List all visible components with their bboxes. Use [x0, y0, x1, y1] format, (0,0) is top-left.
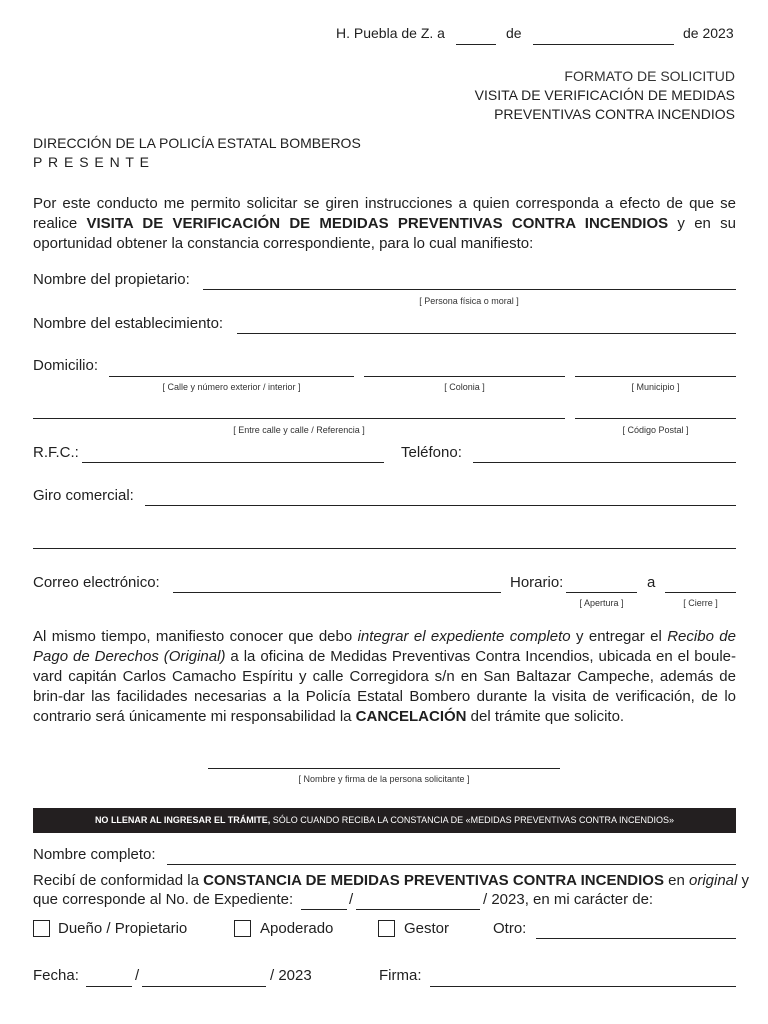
receipt-text-1: Recibí de conformidad la: [33, 872, 204, 889]
apoderado-checkbox[interactable]: [234, 920, 251, 937]
receipt-text-3: y: [737, 872, 750, 889]
calle-caption: [ Calle y número exterior / interior ]: [162, 382, 301, 392]
colonia-field[interactable]: [364, 376, 565, 377]
declaration-text-4: del trámite que solicito.: [466, 708, 625, 725]
expediente-field-1[interactable]: [301, 909, 347, 910]
fecha-month-field[interactable]: [142, 986, 266, 987]
giro-label: Giro comercial:: [33, 487, 134, 504]
intro-bold: VISITA DE VERIFICACIÓN DE MEDIDAS PREVENTIVAS CONTRA INCENDIOS: [86, 215, 669, 232]
fecha-label: Fecha:: [33, 967, 79, 984]
form-title-line3: PREVENTIVAS CONTRA INCENDIOS: [494, 106, 735, 122]
expediente-slash: /: [349, 891, 354, 908]
propietario-field[interactable]: [203, 289, 736, 290]
receipt-text-2: en: [663, 872, 689, 889]
cierre-field[interactable]: [665, 592, 736, 593]
declaration-text-2: y entregar el: [570, 628, 668, 645]
establecimiento-field[interactable]: [237, 333, 736, 334]
signature-field[interactable]: [208, 768, 560, 769]
expediente-field-2[interactable]: [356, 909, 480, 910]
apertura-field[interactable]: [566, 592, 637, 593]
declaration-text-3: a la oficina de Medidas Preventivas Contra Incendios, ubicada en el boule-vard capitán Carlos Camacho Espíritu y calle Corregidora s/n en San Baltazar Campeche, además de brin-dar las facilidades necesarias a la Policía Estatal Bombero durante la visita de verificación, de lo contrario será únicamente mi responsabilidad la: [33, 648, 737, 725]
owner-option-label: Dueño / Propietario: [58, 920, 188, 937]
intro-paragraph: [33, 194, 736, 254]
fecha-slash: /: [135, 967, 140, 984]
apertura-caption: [ Apertura ]: [579, 598, 624, 608]
codigo-postal-caption: [ Código Postal ]: [622, 425, 689, 435]
declaration-text-1: Al mismo tiempo, manifiesto conocer que debo: [33, 628, 358, 645]
firma-field[interactable]: [430, 986, 736, 987]
intro-text-2: y en su oportunidad obtener la constancia correspondiente, para lo cual manifiesto:: [33, 215, 737, 252]
month-field[interactable]: [533, 44, 674, 45]
rfc-field[interactable]: [82, 462, 384, 463]
otro-label: Otro:: [493, 920, 527, 937]
intro-text-1: Por este conducto me permito solicitar se giren instrucciones a quien corresponda a efecto de que se realice: [33, 195, 736, 232]
nombre-completo-label: Nombre completo:: [33, 846, 156, 863]
form-title-line1: FORMATO DE SOLICITUD: [564, 68, 735, 84]
colonia-caption: [ Colonia ]: [444, 382, 485, 392]
giro-field-line2[interactable]: [33, 548, 736, 549]
cierre-caption: [ Cierre ]: [683, 598, 718, 608]
horario-a-label: a: [647, 574, 656, 591]
addressee-name: DIRECCIÓN DE LA POLICÍA ESTATAL BOMBEROS: [33, 135, 361, 151]
presente-label: P R E S E N T E: [33, 154, 150, 170]
telefono-field[interactable]: [473, 462, 736, 463]
municipio-caption: [ Municipio ]: [631, 382, 680, 392]
receipt-line1: [33, 871, 750, 891]
propietario-caption: [ Persona física o moral ]: [419, 296, 519, 306]
telefono-label: Teléfono:: [401, 444, 462, 461]
expediente-label: que corresponde al No. de Expediente:: [33, 891, 294, 908]
declaration-italic-1: integrar el expediente completo: [357, 628, 571, 645]
day-field[interactable]: [456, 44, 496, 45]
giro-field[interactable]: [145, 505, 736, 506]
horario-label: Horario:: [510, 574, 564, 591]
entre-calles-caption: [ Entre calle y calle / Referencia ]: [233, 425, 365, 435]
form-title-line2: VISITA DE VERIFICACIÓN DE MEDIDAS: [474, 87, 735, 103]
fecha-year-label: / 2023: [270, 967, 312, 984]
declaration-paragraph: [33, 627, 736, 727]
fecha-day-field[interactable]: [86, 986, 132, 987]
gestor-checkbox[interactable]: [378, 920, 395, 937]
declaration-italic-2: Recibo de Pago de Derechos (Original): [33, 628, 736, 665]
propietario-label: Nombre del propietario:: [33, 271, 190, 288]
municipio-field[interactable]: [575, 376, 736, 377]
receipt-bold: CONSTANCIA DE MEDIDAS PREVENTIVAS CONTRA INCENDIOS: [203, 872, 664, 889]
entre-calles-field[interactable]: [33, 418, 565, 419]
receipt-italic: original: [689, 872, 738, 889]
correo-field[interactable]: [173, 592, 501, 593]
expediente-year-text: / 2023, en mi carácter de:: [483, 891, 654, 908]
declaration-bold: CANCELACIÓN: [355, 708, 467, 725]
establecimiento-label: Nombre del establecimiento:: [33, 315, 224, 332]
codigo-postal-field[interactable]: [575, 418, 736, 419]
owner-checkbox[interactable]: [33, 920, 50, 937]
signature-caption: [ Nombre y firma de la persona solicitante ]: [298, 774, 470, 784]
otro-field[interactable]: [536, 938, 736, 939]
gestor-option-label: Gestor: [404, 920, 450, 937]
firma-label: Firma:: [379, 967, 422, 984]
nombre-completo-field[interactable]: [167, 864, 736, 865]
banner-bold: NO LLENAR AL INGRESAR EL TRÁMITE,: [94, 815, 271, 825]
apoderado-option-label: Apoderado: [260, 920, 334, 937]
correo-label: Correo electrónico:: [33, 574, 160, 591]
place-date-label: H. Puebla de Z. a: [336, 25, 445, 41]
banner-text: SÓLO CUANDO RECIBA LA CONSTANCIA DE «MEDIDAS PREVENTIVAS CONTRA INCENDIOS»: [270, 815, 675, 825]
calle-field[interactable]: [109, 376, 354, 377]
do-not-fill-banner: [33, 808, 736, 833]
de-label: de: [506, 25, 522, 41]
rfc-label: R.F.C.:: [33, 444, 79, 461]
year-label: de 2023: [683, 25, 734, 41]
domicilio-label: Domicilio:: [33, 357, 99, 374]
